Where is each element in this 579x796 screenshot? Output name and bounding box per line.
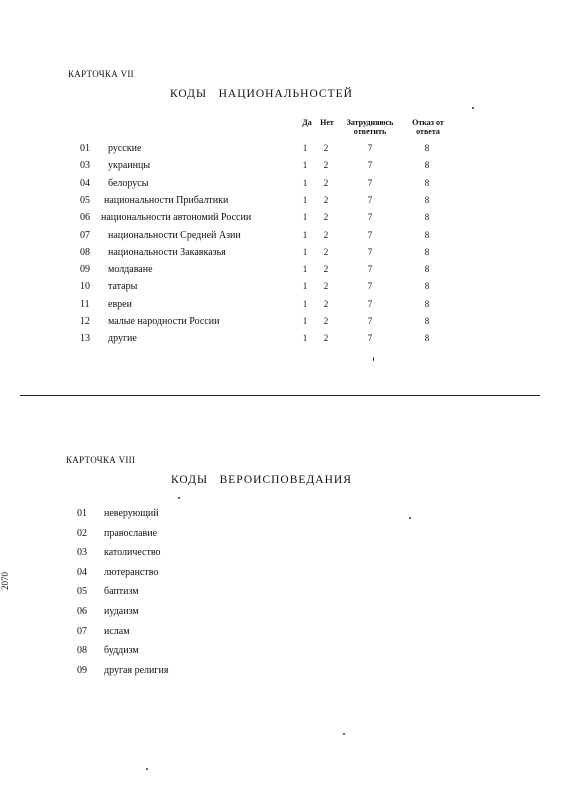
answer-no-code: 2 — [323, 230, 329, 240]
col-header-hard: Затрудняюсь ответить — [346, 118, 394, 136]
nationality-code: 13 — [80, 333, 90, 344]
answer-hard-code: 7 — [367, 230, 373, 240]
ink-speck — [146, 768, 148, 770]
answer-refuse-code: 8 — [424, 264, 430, 274]
ink-speck — [409, 517, 411, 519]
nationality-name: национальности Средней Азии — [108, 230, 241, 241]
answer-yes-code: 1 — [302, 264, 308, 274]
nationality-name: евреи — [108, 299, 132, 310]
answer-refuse-code: 8 — [424, 195, 430, 205]
nationality-code: 09 — [80, 264, 90, 275]
answer-yes-code: 1 — [302, 195, 308, 205]
answer-no-code: 2 — [323, 316, 329, 326]
answer-yes-code: 1 — [302, 178, 308, 188]
answer-hard-code: 7 — [367, 281, 373, 291]
answer-refuse-code: 8 — [424, 247, 430, 257]
answer-no-code: 2 — [323, 333, 329, 343]
answer-hard-code: 7 — [367, 212, 373, 222]
ink-speck — [343, 733, 345, 735]
answer-refuse-code: 8 — [424, 230, 430, 240]
answer-refuse-code: 8 — [424, 178, 430, 188]
col-header-no: Нет — [320, 118, 334, 127]
ink-speck — [472, 107, 474, 109]
answer-hard-code: 7 — [367, 333, 373, 343]
card-divider — [20, 395, 540, 396]
nationality-name: национальности Закавказья — [108, 247, 226, 258]
nationality-code: 06 — [80, 212, 90, 223]
religion-code: 02 — [77, 528, 87, 539]
answer-hard-code: 7 — [367, 316, 373, 326]
answer-no-code: 2 — [323, 160, 329, 170]
answer-no-code: 2 — [323, 264, 329, 274]
nationality-code: 01 — [80, 143, 90, 154]
nationality-name: белорусы — [108, 178, 149, 189]
answer-hard-code: 7 — [367, 195, 373, 205]
ink-speck — [178, 497, 180, 499]
answer-yes-code: 1 — [302, 160, 308, 170]
nationality-code: 10 — [80, 281, 90, 292]
religion-code: 09 — [77, 665, 87, 676]
answer-no-code: 2 — [323, 143, 329, 153]
ink-speck — [373, 357, 374, 361]
nationality-name: другие — [108, 333, 137, 344]
religion-code: 07 — [77, 626, 87, 637]
religion-name: буддизм — [104, 645, 139, 656]
answer-refuse-code: 8 — [424, 160, 430, 170]
nationality-name: национальности автономий России — [101, 212, 252, 223]
col-header-yes: Да — [302, 118, 312, 127]
answer-hard-code: 7 — [367, 143, 373, 153]
religion-name: лютеранство — [104, 567, 159, 578]
religion-name: другая религия — [104, 665, 169, 676]
answer-yes-code: 1 — [302, 299, 308, 309]
answer-yes-code: 1 — [302, 212, 308, 222]
answer-hard-code: 7 — [367, 160, 373, 170]
nationality-code: 05 — [80, 195, 90, 206]
religion-code: 01 — [77, 508, 87, 519]
answer-refuse-code: 8 — [424, 299, 430, 309]
religion-code: 03 — [77, 547, 87, 558]
religion-name: ислам — [104, 626, 130, 637]
answer-yes-code: 1 — [302, 316, 308, 326]
nationality-name: молдаване — [108, 264, 153, 275]
answer-hard-code: 7 — [367, 178, 373, 188]
card8-title: КОДЫ ВЕРОИСПОВЕДАНИЯ — [171, 474, 352, 486]
answer-refuse-code: 8 — [424, 143, 430, 153]
margin-page-number: 2070 — [0, 572, 10, 590]
answer-yes-code: 1 — [302, 281, 308, 291]
answer-refuse-code: 8 — [424, 281, 430, 291]
answer-refuse-code: 8 — [424, 333, 430, 343]
answer-no-code: 2 — [323, 281, 329, 291]
nationality-name: национальности Прибалтики — [104, 195, 229, 206]
answer-hard-code: 7 — [367, 264, 373, 274]
nationality-name: малые народности России — [108, 316, 220, 327]
religion-code: 06 — [77, 606, 87, 617]
nationality-name: татары — [108, 281, 138, 292]
col-header-refuse: Отказ от ответа — [412, 118, 444, 136]
answer-yes-code: 1 — [302, 143, 308, 153]
religion-name: баптизм — [104, 586, 139, 597]
nationality-code: 11 — [80, 299, 90, 310]
answer-yes-code: 1 — [302, 333, 308, 343]
nationality-code: 08 — [80, 247, 90, 258]
nationality-name: украинцы — [108, 160, 151, 171]
nationality-code: 04 — [80, 178, 90, 189]
religion-name: неверующий — [104, 508, 159, 519]
religion-name: католичество — [104, 547, 161, 558]
answer-hard-code: 7 — [367, 299, 373, 309]
answer-yes-code: 1 — [302, 230, 308, 240]
answer-no-code: 2 — [323, 299, 329, 309]
nationality-code: 03 — [80, 160, 90, 171]
answer-no-code: 2 — [323, 212, 329, 222]
answer-no-code: 2 — [323, 195, 329, 205]
answer-refuse-code: 8 — [424, 212, 430, 222]
answer-yes-code: 1 — [302, 247, 308, 257]
answer-hard-code: 7 — [367, 247, 373, 257]
answer-no-code: 2 — [323, 178, 329, 188]
card7-title: КОДЫ НАЦИОНАЛЬНОСТЕЙ — [170, 88, 353, 100]
nationality-code: 07 — [80, 230, 90, 241]
nationality-name: русские — [108, 143, 142, 154]
nationality-code: 12 — [80, 316, 90, 327]
religion-code: 04 — [77, 567, 87, 578]
religion-code: 08 — [77, 645, 87, 656]
answer-refuse-code: 8 — [424, 316, 430, 326]
religion-name: православие — [104, 528, 158, 539]
answer-no-code: 2 — [323, 247, 329, 257]
card8-label: КАРТОЧКА VIII — [66, 455, 136, 465]
card7-label: КАРТОЧКА VII — [68, 69, 134, 79]
religion-name: иудаизм — [104, 606, 139, 617]
religion-code: 05 — [77, 586, 87, 597]
